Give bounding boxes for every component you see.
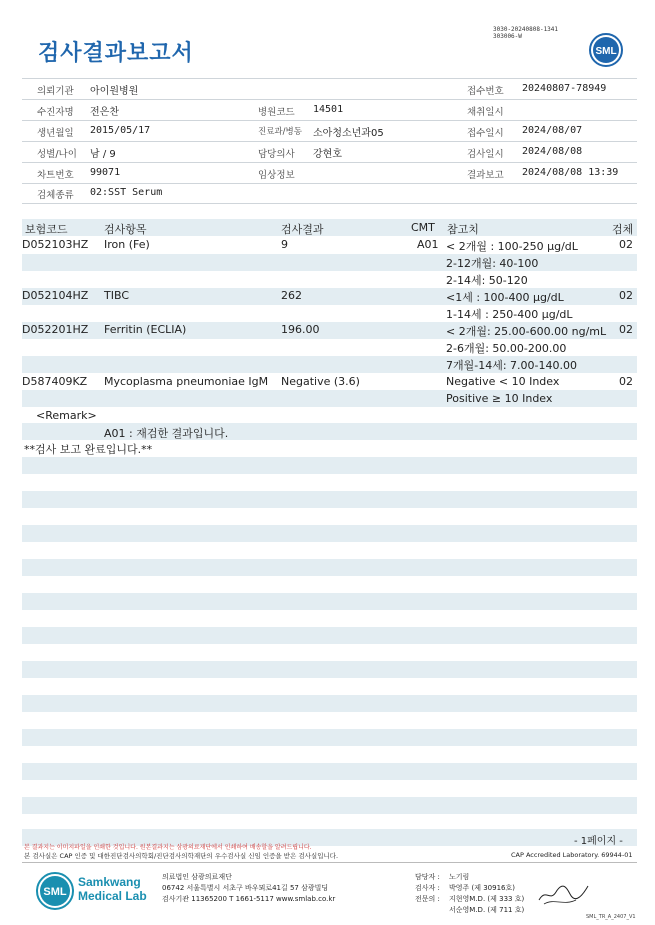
row-code: D587409KZ xyxy=(22,375,88,388)
brand-name: Samkwang Medical Lab xyxy=(78,875,147,903)
specimen-label: 검체종류 xyxy=(37,190,74,201)
row-result: Negative (3.6) xyxy=(281,375,360,388)
print-notice: 본 결과지는 이미지파일을 인쇄한 것입니다. 원본결과지는 삼광의료재단에서 인쇄하여 배송할을 알려드립니다. xyxy=(24,844,312,851)
document-code: 3030-20240808-1341 303006-W xyxy=(493,26,559,40)
receipt-no-value: 20240807-78949 xyxy=(522,83,607,94)
form-code: SML_TR_A_2407_V1 xyxy=(586,914,636,920)
dept-value: 소아청소년과05 xyxy=(313,128,384,139)
row-result: 9 xyxy=(281,238,288,251)
col-header-code: 보험코드 xyxy=(25,223,68,236)
col-header-spec: 검체 xyxy=(612,223,634,236)
row-result: 262 xyxy=(281,289,302,302)
hosp-code-label: 병원코드 xyxy=(258,107,295,118)
row-result: 196.00 xyxy=(281,323,320,336)
patient-value: 전은찬 xyxy=(90,107,119,118)
col-header-cmt: CMT xyxy=(411,221,435,234)
collect-label: 채취일시 xyxy=(467,107,504,118)
staff-labels: 담당자 : 검사자 : 전문의 : xyxy=(415,873,440,903)
hospital-value: 아이원병원 xyxy=(90,86,139,97)
dob-label: 생년월일 xyxy=(37,128,74,139)
row-spec: 02 xyxy=(619,289,633,302)
remark-line: A01 : 재검한 결과입니다. xyxy=(104,427,229,440)
row-ref: Positive ≥ 10 Index xyxy=(446,392,553,405)
col-header-ref: 참고치 xyxy=(447,223,479,236)
specimen-value: 02:SST Serum xyxy=(90,187,163,198)
dob-value: 2015/05/17 xyxy=(90,125,151,136)
test-date-value: 2024/08/08 xyxy=(522,146,583,157)
row-code: D052103HZ xyxy=(22,238,89,251)
chart-label: 차트번호 xyxy=(37,170,74,181)
svg-text:SML: SML xyxy=(43,886,67,898)
org-info: 의료법인 삼광의료재단 06742 서울특별시 서초구 바우뫼로41길 57 삼광빌딩 검사기관 11365200 T 1661-5117 www.smlab.co.kr xyxy=(162,873,336,903)
row-ref: <1세 : 100-400 µg/dL xyxy=(446,291,564,304)
receipt-no-label: 접수번호 xyxy=(467,86,504,97)
row-item: Mycoplasma pneumoniae IgM xyxy=(104,375,269,388)
sml-logo-icon xyxy=(588,32,624,68)
sexage-value: 남 / 9 xyxy=(90,149,116,160)
row-ref: 2-6개월: 50.00-200.00 xyxy=(446,342,567,355)
sexage-label: 성별/나이 xyxy=(37,149,77,160)
receipt-date-label: 접수일시 xyxy=(467,128,504,139)
remark-title: <Remark> xyxy=(36,409,97,422)
doctor-value: 강현호 xyxy=(313,149,342,160)
row-ref: < 2개월: 25.00-600.00 ng/mL xyxy=(446,325,607,338)
clinical-label: 임상정보 xyxy=(258,170,295,181)
row-cmt: A01 xyxy=(417,238,439,251)
receipt-date-value: 2024/08/07 xyxy=(522,125,583,136)
row-ref: < 2개월 : 100-250 µg/dL xyxy=(446,240,578,253)
col-header-result: 검사결과 xyxy=(281,223,324,236)
page-title: 검사결과보고서 xyxy=(38,41,194,66)
row-item: TIBC xyxy=(104,289,129,302)
remark-complete: **검사 보고 완료입니다.** xyxy=(24,443,153,456)
row-spec: 02 xyxy=(619,323,633,336)
row-code: D052201HZ xyxy=(22,323,89,336)
report-value: 2024/08/08 13:39 xyxy=(522,167,619,178)
hospital-label: 의뢰기관 xyxy=(37,86,74,97)
row-code: D052104HZ xyxy=(22,289,89,302)
report-label: 결과보고 xyxy=(467,170,504,181)
col-header-item: 검사항목 xyxy=(104,223,147,236)
row-ref: 7개월-14세: 7.00-140.00 xyxy=(446,359,577,372)
test-date-label: 검사일시 xyxy=(467,149,504,160)
svg-text:SML: SML xyxy=(595,46,617,57)
row-ref: 2-14세: 50-120 xyxy=(446,274,528,287)
page-number: - 1페이지 - xyxy=(574,836,623,847)
samkwang-logo-icon xyxy=(35,871,75,911)
chart-value: 99071 xyxy=(90,167,121,178)
row-item: Iron (Fe) xyxy=(104,238,150,251)
signature-icon xyxy=(536,880,591,910)
staff-values: 노기림 박영주 (제 30916호) 지현영M.D. (제 333 호) 서순영M.D. (제 711 호) xyxy=(449,873,525,914)
cap-lab: CAP Accredited Laboratory. 69944-01 xyxy=(511,851,633,859)
cap-notice: 본 검사실은 CAP 인증 및 대한진단검사의학회/진단검사의학재단의 우수검사실 신임 인증을 받은 검사실입니다. xyxy=(24,852,339,860)
doctor-label: 담당의사 xyxy=(258,149,295,160)
row-spec: 02 xyxy=(619,238,633,251)
dept-label: 진료과/병동 xyxy=(258,127,302,137)
row-ref: 2-12개월: 40-100 xyxy=(446,257,539,270)
row-ref: 1-14세 : 250-400 µg/dL xyxy=(446,308,573,321)
row-ref: Negative < 10 Index xyxy=(446,375,560,388)
row-spec: 02 xyxy=(619,375,633,388)
row-item: Ferritin (ECLIA) xyxy=(104,323,187,336)
patient-label: 수진자명 xyxy=(37,107,74,118)
hosp-code-value: 14501 xyxy=(313,104,344,115)
